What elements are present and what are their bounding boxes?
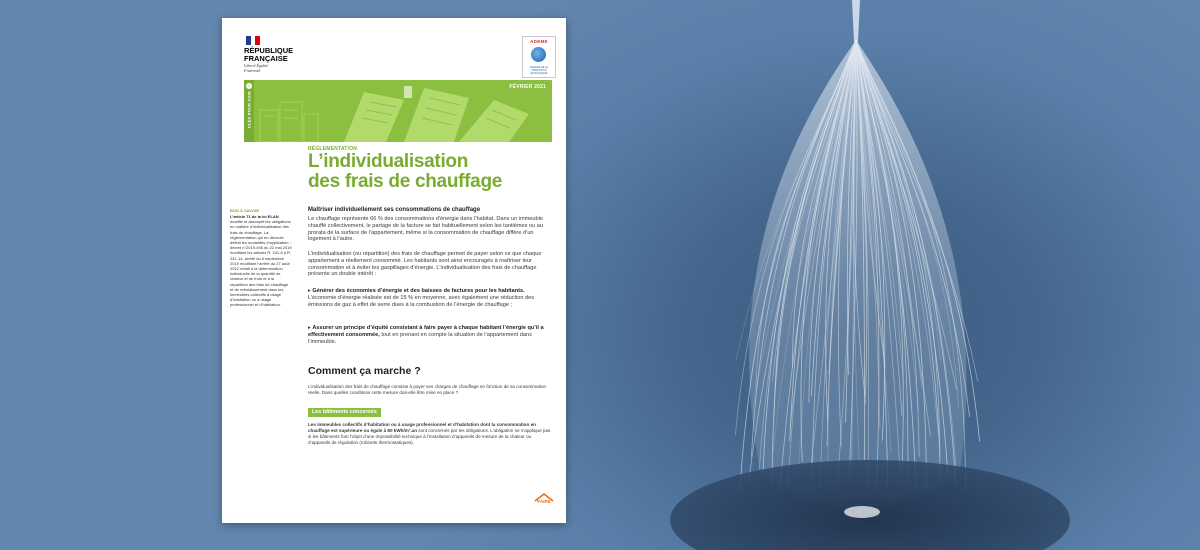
government-motto: Liberté Égalité Fraternité: [244, 63, 269, 73]
paragraph: L’individualisation des frais de chauffage consiste à payer ses charges de chauffage en fonction de sa consommation réelle. Dans quelles conditions cette mesure doit-elle être mise en place ?: [308, 384, 547, 395]
document-title: L’individualisation des frais de chauffage: [308, 151, 503, 192]
banner-side-strip: i CLÉS POUR AGIR: [244, 80, 254, 142]
government-title: RÉPUBLIQUE FRANÇAISE: [244, 46, 294, 63]
paragraph: Les immeubles collectifs d’habitation ou à usage professionnel et d’habitation dont la consommation en chauffage est supérieure ou égale à 80 kWh/m².an sont concernés par les obligations. L’obligation ne s’applique pas si les bâtiments font l’objet d’une impossibilité technique à l’installation d’appareils de mesure de la chaleur ou d’appareils de régulation (robinets thermostatiques).: [308, 422, 551, 445]
ademe-logo: ADEME AGENCE DE LA TRANSITION ÉCOLOGIQUE: [522, 36, 556, 78]
sidebar-title: BON À SAVOIR: [230, 208, 260, 213]
header-banner: [244, 80, 552, 142]
paragraph: Le chauffage représente 66 % des consommations d’énergie dans l’habitat. Dans un immeuble chauffé collectivement, le partage de la facture se fait habituellement selon les tantièmes ou au prorata de la surface de l’appartement, même si la consommation de chauffage diffère d’un logement à l’autre.: [308, 216, 543, 243]
info-icon: i: [246, 83, 252, 89]
bullet-item: ▸ Assurer un principe d’équité consistant à faire payer à chaque habitant l’énergie qu’il a effectivement consommée, tout en prenant en compte la situation de l’appartement dans l’immeuble.: [308, 325, 544, 345]
section-heading-large: Comment ça marche ?: [308, 365, 421, 377]
marianne-flag-icon: [246, 36, 260, 45]
globe-icon: [531, 47, 546, 62]
publication-date: FÉVRIER 2021: [509, 84, 546, 90]
bullet-item: ▸ Générer des économies d’énergie et des baisses de factures pour les habitants. L’économie d’énergie réalisée est de 15 % en moyenne, avec également une réduction des émissions de gaz à effet de serre dues à la combustion de l’énergie de chauffage ;: [308, 288, 535, 308]
document-page: [222, 18, 566, 523]
paragraph: L’individualisation (ou répartition) des frais de chauffage permet de payer selon ce que chaque appartement a réellement consommé. Les habitants sont ainsi encouragés à maîtriser leur consommation et à éviter les gaspillages d’énergie. L’individualisation des frais de chauffage présente un double intérêt :: [308, 251, 542, 278]
subsection-tag: Les bâtiments concernés: [308, 408, 381, 417]
section-heading: Maîtriser individuellement ses consommations de chauffage: [308, 207, 481, 213]
books-illustration: [254, 80, 552, 142]
faire-logo: FAIRE: [533, 493, 555, 511]
sidebar-text: L’article 71 de la loi ELAN modifie et assouplit les obligations en matière d’individualisation des frais de chauffage. La réglementation qui en découle définit les modalités d’application : décret n°2019-496 du 22 mai 2019 modifiant les articles R. 241-6 à R. 241-14, arrêté du 6 septembre 2019 modifiant l’arrêté du 27 août 2012 relatif à la détermination individuelle de la quantité de chaleur et de froid et à la répartition des frais de chauffage et de refroidissement dans les immeubles collectifs à usage d’habitation ou à usage professionnel et d’habitation.: [230, 214, 292, 308]
section-kicker: RÉGLEMENTATION: [308, 146, 358, 152]
